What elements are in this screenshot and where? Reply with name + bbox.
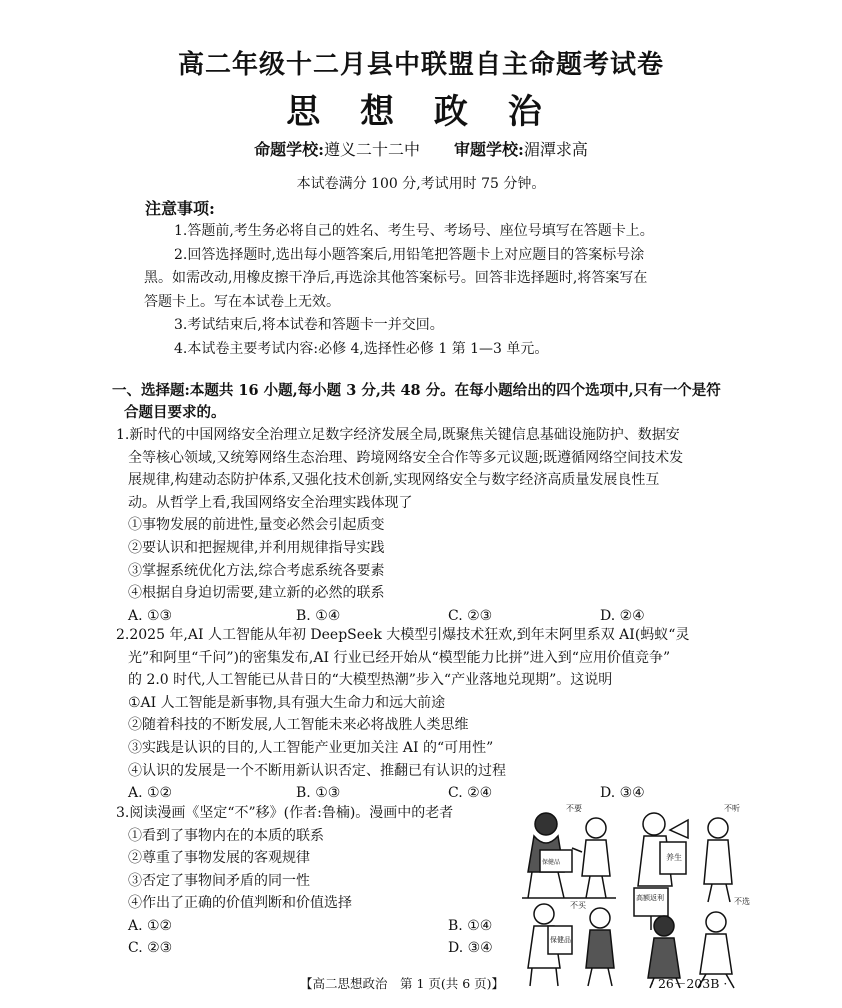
section-heading bbox=[112, 380, 744, 424]
option-d[interactable]: D. ②④ bbox=[600, 607, 645, 624]
notice-item: 3.考试结束后,将本试卷和答题卡一并交回。 bbox=[174, 317, 444, 333]
notice-item: 1.答题前,考生务必将自己的姓名、考生号、考场号、座位号填写在答题卡上。 bbox=[174, 223, 654, 239]
option-c[interactable]: C. ②③ bbox=[128, 939, 173, 956]
option-b[interactable]: B. ①③ bbox=[296, 785, 341, 802]
cartoon-label: 不选 bbox=[734, 897, 750, 906]
statement-item: ③否定了事物间矛盾的同一性 bbox=[128, 872, 310, 889]
score-line: 本试卷满分 100 分,考试用时 75 分钟。 bbox=[296, 176, 546, 192]
exam-title: 高二年级十二月县中联盟自主命题考试卷 bbox=[177, 50, 664, 80]
footer-code: · 26－203B · bbox=[650, 976, 728, 991]
question-stem: 全等核心领域,又统筹网络生态治理、跨境网络安全合作等多元议题;既遵循网络空间技术发 bbox=[128, 449, 684, 466]
cartoon-label: 高额返利 bbox=[636, 894, 664, 902]
notice-item: 答题卡上。写在本试卷上无效。 bbox=[144, 293, 340, 310]
option-b[interactable]: B. ①④ bbox=[448, 917, 493, 934]
cartoon-panel-1 bbox=[522, 804, 616, 898]
question-3 bbox=[116, 802, 586, 959]
notice-item: 2.回答选择题时,选出每小题答案后,用铅笔把答题卡上对应题目的答案标号涂 bbox=[174, 246, 645, 263]
notice-block bbox=[144, 220, 704, 361]
section-line: 一、选择题:本题共 16 小题,每小题 3 分,共 48 分。在每小题给出的四个选项中,只有一个是符 bbox=[112, 382, 721, 399]
statement-item: ③实践是认识的目的,人工智能产业更加关注 AI 的“可用性” bbox=[128, 739, 494, 756]
answer-options bbox=[116, 782, 756, 804]
cartoon-label: 不买 bbox=[570, 901, 586, 910]
proposer-label: 命题学校: bbox=[254, 140, 324, 159]
school-line bbox=[0, 137, 842, 160]
notice-item: 黑。如需改动,用橡皮擦干净后,再选涂其他答案标号。回答非选择题时,将答案写在 bbox=[144, 270, 648, 286]
cartoon-label: 保健品 bbox=[550, 936, 571, 944]
statement-item: ③掌握系统优化方法,综合考虑系统各要素 bbox=[128, 562, 385, 579]
question-2 bbox=[116, 624, 756, 804]
cartoon-label: 保健品 bbox=[542, 859, 561, 866]
option-a[interactable]: A. ①② bbox=[128, 785, 173, 802]
option-a[interactable]: A. ①② bbox=[128, 917, 173, 934]
question-stem: 展规律,构建动态防护体系,又强化技术创新,实现网络安全与数字经济高质量发展良性互 bbox=[128, 472, 660, 489]
answer-options bbox=[116, 915, 586, 937]
cartoon-label: 养生 bbox=[666, 853, 682, 862]
question-stem: 1.新时代的中国网络安全治理立足数字经济发展全局,既聚焦关键信息基础设施防护、数据安 bbox=[116, 427, 680, 443]
cartoon-illustration bbox=[520, 802, 756, 990]
question-stem: 动。从哲学上看,我国网络安全治理实践体现了 bbox=[128, 494, 413, 511]
reviewer-school: 湄潭求高 bbox=[523, 140, 588, 159]
statement-item: ①AI 人工智能是新事物,具有强大生命力和远大前途 bbox=[128, 694, 446, 711]
cartoon-panel-4 bbox=[634, 888, 750, 988]
option-d[interactable]: D. ③④ bbox=[600, 785, 645, 802]
question-stem: 2.2025 年,AI 人工智能从年初 DeepSeek 大模型引爆技术狂欢,到年末阿里系双 AI(蚂蚁“灵 bbox=[116, 627, 690, 643]
option-b[interactable]: B. ①④ bbox=[296, 607, 341, 624]
question-stem: 光”和阿里“千问”)的密集发布,AI 行业已经开始从“模型能力比拼”进入到“应用价值竞争” bbox=[128, 649, 671, 666]
reviewer-label: 审题学校: bbox=[454, 140, 524, 159]
option-c[interactable]: C. ②④ bbox=[448, 785, 493, 802]
cartoon-panel-3 bbox=[528, 901, 614, 986]
cartoon-panel-2 bbox=[638, 803, 740, 902]
statement-item: ④认识的发展是一个不断用新认识否定、推翻已有认识的过程 bbox=[128, 762, 506, 779]
statement-item: ②尊重了事物发展的客观规律 bbox=[128, 850, 310, 867]
question-stem: 的 2.0 时代,人工智能已从昔日的“大模型热潮”步入“产业落地兑现期”。这说明 bbox=[128, 672, 613, 689]
statement-item: ①事物发展的前进性,量变必然会引起质变 bbox=[128, 517, 385, 534]
statement-item: ①看到了事物内在的本质的联系 bbox=[128, 827, 324, 844]
statement-item: ②随着科技的不断发展,人工智能未来必将战胜人类思维 bbox=[128, 717, 469, 734]
cartoon-label: 不要 bbox=[566, 804, 582, 813]
section-line: 合题目要求的。 bbox=[124, 404, 226, 421]
notice-heading: 注意事项: bbox=[145, 199, 215, 218]
question-1 bbox=[116, 424, 756, 627]
option-a[interactable]: A. ①③ bbox=[128, 607, 173, 624]
option-c[interactable]: C. ②③ bbox=[448, 607, 493, 624]
footer-page-info: 【高二思想政治 第 1 页(共 6 页)】 bbox=[300, 976, 505, 991]
cartoon-label: 不听 bbox=[724, 804, 740, 813]
answer-options bbox=[116, 937, 586, 959]
notice-item: 4.本试卷主要考试内容:必修 4,选择性必修 1 第 1—3 单元。 bbox=[174, 340, 549, 357]
statement-item: ④作出了正确的价值判断和价值选择 bbox=[128, 895, 352, 912]
statement-item: ②要认识和把握规律,并利用规律指导实践 bbox=[128, 539, 385, 556]
proposer-school: 遵义二十二中 bbox=[323, 140, 420, 159]
statement-item: ④根据自身迫切需要,建立新的必然的联系 bbox=[128, 585, 385, 602]
subject-title: 思 想 政 治 bbox=[286, 92, 556, 132]
question-stem: 3.阅读漫画《坚定“不”移》(作者:鲁楠)。漫画中的老者 bbox=[116, 805, 454, 821]
option-d[interactable]: D. ③④ bbox=[448, 939, 493, 956]
